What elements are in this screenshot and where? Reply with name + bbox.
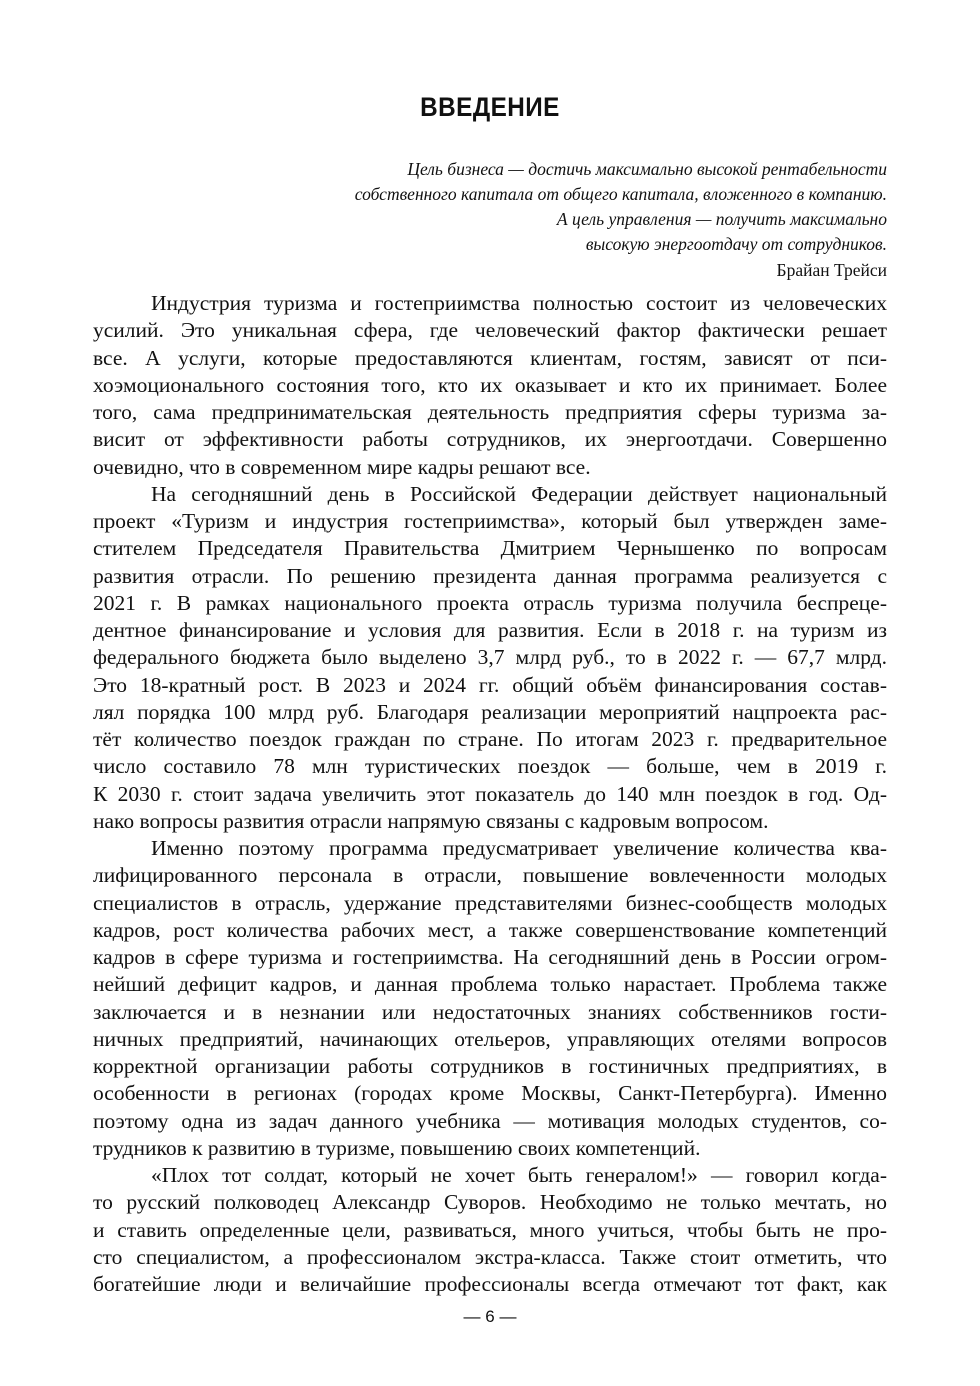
text-line: трудников к развитию в туризме, повышению своих компетенций.: [93, 1135, 701, 1160]
paragraph-2: [93, 481, 887, 835]
text-line: лифицированного персонала в отрасли, повышение вовлеченности молодых: [93, 863, 887, 888]
text-line: то русский полководец Александр Суворов. Необходимо не только мечтать, но: [93, 1190, 887, 1215]
text-line: очевидно, что в современном мире кадры решают все.: [93, 454, 591, 479]
text-line: все. А услуги, которые предоставляются клиентам, гостям, зависят от пси-: [93, 345, 887, 370]
text-line: и ставить определенные цели, развиваться, много учиться, чтобы быть не про-: [93, 1217, 887, 1242]
epigraph-line: высокую энергоотдачу от сотрудников.: [585, 234, 887, 254]
text-line: хоэмоционального состояния того, кто их оказывает и кто их принимает. Более: [93, 372, 887, 397]
text-line: заключается и в незнании или недостаточных знаниях собственников гости-: [93, 999, 887, 1024]
body-text: [93, 290, 887, 1298]
epigraph-author: Брайан Трейси: [776, 260, 887, 280]
text-line: нейший дефицит кадров, и данная проблема только нарастает. Проблема также: [93, 972, 887, 997]
text-line: нако вопросы развития отрасли напрямую связаны с кадровым вопросом.: [93, 808, 769, 833]
text-line: кадров, рост количества рабочих мест, а также совершенствование компетенций: [93, 917, 887, 942]
text-line: стителем Председателя Правительства Дмитрием Чернышенко по вопросам: [93, 536, 887, 561]
text-line: особенности в регионах (городах кроме Москвы, Санкт-Петербурга). Именно: [93, 1081, 887, 1106]
paragraph-4: [93, 1162, 887, 1298]
text-line: поэтому одна из задач данного учебника — мотивация молодых студентов, со-: [93, 1108, 887, 1133]
text-line: кадров в сфере туризма и гостеприимства. На сегодняшний день в России огром-: [93, 945, 887, 969]
text-line: федерального бюджета было выделено 3,7 млрд руб., то в 2022 г. — 67,7 млрд.: [93, 645, 887, 670]
text-line: висит от эффективности работы сотрудников, их энергоотдачи. Совершенно: [93, 427, 887, 452]
text-line: лял порядка 100 млрд руб. Благодаря реализации мероприятий нацпроекта рас-: [93, 699, 887, 724]
text-line: того, сама предпринимательская деятельность предприятия сферы туризма за-: [93, 400, 887, 424]
text-line: ничных предприятий, начинающих отельеров, управляющих отелями вопросов: [93, 1026, 887, 1051]
paragraph-1: [93, 290, 887, 481]
text-line: Индустрия туризма и гостеприимства полностью состоит из человеческих: [151, 291, 887, 315]
text-line: Это 18-кратный рост. В 2023 и 2024 гг. общий объём финансирования состав-: [93, 672, 887, 697]
epigraph-line: А цель управления — получить максимально: [556, 209, 887, 229]
text-line: развития отрасли. По решению президента данная программа реализуется с: [93, 563, 887, 588]
text-line: К 2030 г. стоит задача увеличить этот показатель до 140 млн поездок в год. Од-: [93, 781, 887, 806]
text-line: число составило 78 млн туристических поездок — больше, чем в 2019 г.: [93, 754, 887, 779]
text-line: богатейшие люди и величайшие профессионалы всегда отмечают тот факт, как: [93, 1272, 887, 1296]
text-line: корректной организации работы сотрудников в гостиничных предприятиях, в: [93, 1054, 887, 1078]
text-line: тёт количество поездок граждан по стране. По итогам 2023 г. предварительное: [93, 727, 887, 751]
text-line: Именно поэтому программа предусматривает увеличение количества ква-: [151, 836, 887, 860]
text-line: «Плох тот солдат, который не хочет быть генералом!» — говорил когда-: [151, 1163, 887, 1187]
text-line: специалистов в отрасль, удержание представителями бизнес-сообществ молодых: [93, 890, 887, 915]
text-line: усилий. Это уникальная сфера, где человеческий фактор фактически решает: [93, 318, 887, 343]
epigraph-line: Цель бизнеса — достичь максимально высокой рентабельности: [407, 159, 887, 179]
book-page: [93, 0, 887, 1386]
page-number: — 6 —: [463, 1307, 517, 1326]
text-line: дентное финансирование и условия для развития. Если в 2018 г. на туризм из: [93, 618, 887, 642]
text-line: 2021 г. В рамках национального проекта отрасль туризма получила беспреце-: [93, 590, 887, 615]
epigraph: [93, 157, 887, 257]
epigraph-line: собственного капитала от общего капитала, вложенного в компанию.: [354, 184, 887, 204]
text-line: сто специалистом, а профессионалом экстра-класса. Также стоит отметить, что: [93, 1244, 887, 1269]
paragraph-3: [93, 835, 887, 1162]
text-line: проект «Туризм и индустрия гостеприимства», который был утвержден заме-: [93, 509, 887, 533]
text-line: На сегодняшний день в Российской Федерации действует национальный: [151, 481, 887, 506]
chapter-title: ВВЕДЕНИЕ: [420, 92, 560, 122]
